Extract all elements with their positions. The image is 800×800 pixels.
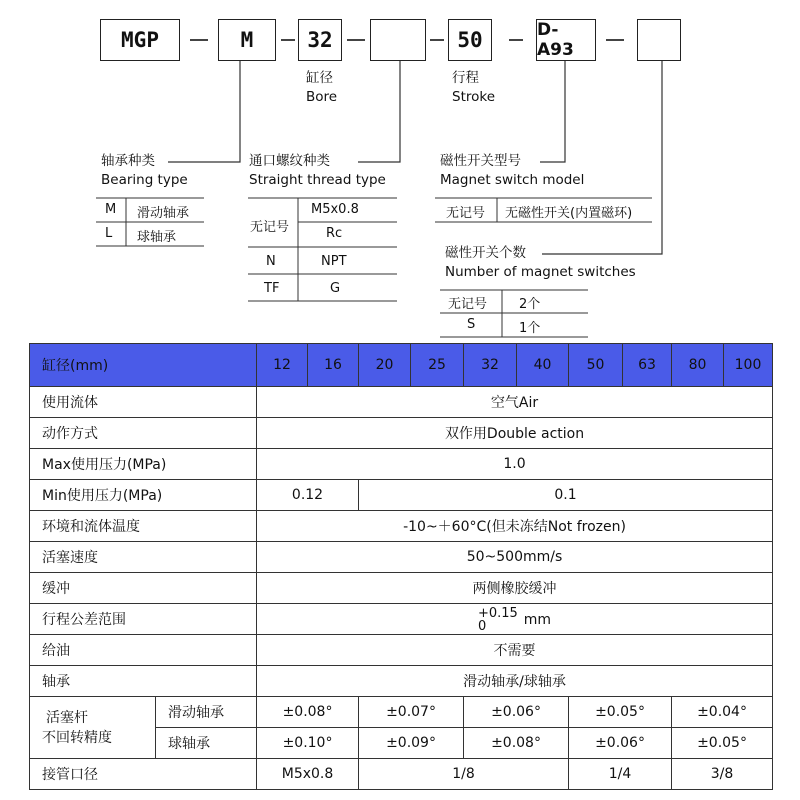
port-value: 1/4	[569, 759, 672, 790]
code-box-bore: 32	[298, 19, 342, 61]
bearing-row-label: 轴承	[30, 666, 257, 697]
bore-header-label: 缸径(mm)	[30, 344, 257, 387]
bore-header-cell: 100	[724, 344, 773, 387]
spec-row-port	[30, 759, 773, 790]
rotation-slide-value: ±0.08°	[257, 697, 359, 728]
switch-model-en: Magnet switch model	[440, 172, 585, 188]
thread-desc-npt: NPT	[321, 254, 347, 269]
fluid-value: 空气Air	[257, 387, 773, 418]
min-pressure-value-large: 0.1	[359, 480, 773, 511]
spec-row-rotation-slide	[30, 697, 773, 728]
port-value: M5x0.8	[257, 759, 359, 790]
rotation-slide-value: ±0.06°	[464, 697, 569, 728]
temperature-value: -10~＋60°C(但未冻结Not frozen)	[257, 511, 773, 542]
max-pressure-label: Max使用压力(MPa)	[30, 449, 257, 480]
min-pressure-value-small: 0.12	[257, 480, 359, 511]
port-label: 接管口径	[30, 759, 257, 790]
switch-model-code: 无记号	[446, 206, 486, 221]
max-pressure-value: 1.0	[257, 449, 773, 480]
tolerance-unit: mm	[523, 612, 552, 628]
rotation-slide-value: ±0.04°	[672, 697, 773, 728]
bearing-desc-slide: 滑动轴承	[137, 206, 190, 221]
bearing-code-l: L	[105, 226, 113, 241]
spec-row-speed	[30, 542, 773, 573]
speed-value: 50~500mm/s	[257, 542, 773, 573]
rotation-ball-label: 球轴承	[156, 728, 257, 759]
cushion-label: 缓冲	[30, 573, 257, 604]
bore-header-cell: 32	[464, 344, 517, 387]
thread-code-n: N	[266, 254, 276, 269]
port-value: 3/8	[672, 759, 773, 790]
switch-count-table-lines	[0, 0, 800, 340]
code-box-stroke: 50	[448, 19, 492, 61]
tolerance-value	[257, 604, 773, 635]
spec-row-min-pressure	[30, 480, 773, 511]
switch-count-code-s: S	[467, 317, 476, 332]
thread-desc-g: G	[330, 281, 341, 296]
code-box-bearing: M	[218, 19, 276, 61]
spec-row-fluid	[30, 387, 773, 418]
bore-label-en: Bore	[306, 89, 338, 105]
spec-table	[29, 343, 773, 790]
spec-row-tolerance	[30, 604, 773, 635]
switch-count-en: Number of magnet switches	[445, 264, 636, 280]
switch-count-desc-2: 2个	[519, 297, 541, 312]
spec-row-action	[30, 418, 773, 449]
bore-header-cell: 40	[517, 344, 569, 387]
action-label: 动作方式	[30, 418, 257, 449]
min-pressure-label: Min使用压力(MPa)	[30, 480, 257, 511]
fluid-label: 使用流体	[30, 387, 257, 418]
bearing-desc-ball: 球轴承	[137, 230, 177, 245]
switch-count-code-none: 无记号	[448, 297, 488, 312]
rotation-label-line1: 活塞杆	[46, 709, 88, 726]
spec-row-cushion	[30, 573, 773, 604]
bore-header-cell: 16	[308, 344, 359, 387]
rotation-slide-value: ±0.07°	[359, 697, 464, 728]
bore-header-cell: 20	[359, 344, 411, 387]
code-box-series: MGP	[100, 19, 180, 61]
cushion-value: 两侧橡胶缓冲	[257, 573, 773, 604]
stroke-label-zh: 行程	[452, 70, 479, 86]
rotation-label	[30, 697, 156, 759]
thread-code-tf: TF	[264, 281, 280, 296]
rotation-ball-value: ±0.09°	[359, 728, 464, 759]
switch-model-desc: 无磁性开关(内置磁环)	[505, 206, 633, 221]
lube-value: 不需要	[257, 635, 773, 666]
spec-header-row	[30, 344, 773, 387]
rotation-ball-value: ±0.05°	[672, 728, 773, 759]
lube-label: 给油	[30, 635, 257, 666]
bearing-row-value: 滑动轴承/球轴承	[257, 666, 773, 697]
temperature-label: 环境和流体温度	[30, 511, 257, 542]
bore-header-cell: 12	[257, 344, 308, 387]
thread-type-zh: 通口螺纹种类	[249, 153, 330, 169]
speed-label: 活塞速度	[30, 542, 257, 573]
tolerance-label: 行程公差范围	[30, 604, 257, 635]
rotation-ball-value: ±0.08°	[464, 728, 569, 759]
rotation-label-line2: 不回转精度	[42, 729, 112, 746]
tolerance-lower: 0	[477, 619, 487, 634]
spec-row-temperature	[30, 511, 773, 542]
rotation-slide-value: ±0.05°	[569, 697, 672, 728]
switch-count-zh: 磁性开关个数	[445, 245, 526, 261]
rotation-ball-value: ±0.10°	[257, 728, 359, 759]
bore-header-cell: 50	[569, 344, 623, 387]
thread-code-none: 无记号	[250, 220, 290, 235]
stroke-label-en: Stroke	[452, 89, 496, 105]
switch-model-zh: 磁性开关型号	[440, 153, 521, 169]
thread-type-en: Straight thread type	[249, 172, 386, 188]
spec-row-bearing	[30, 666, 773, 697]
thread-desc-rc: Rc	[326, 226, 343, 241]
bearing-code-m: M	[105, 202, 117, 217]
rotation-ball-value: ±0.06°	[569, 728, 672, 759]
bore-label-zh: 缸径	[306, 70, 333, 86]
switch-count-desc-1: 1个	[519, 321, 541, 336]
tolerance-upper: +0.15	[477, 606, 518, 621]
bore-header-cell: 25	[411, 344, 464, 387]
spec-row-lube	[30, 635, 773, 666]
spec-row-max-pressure	[30, 449, 773, 480]
thread-desc-m5: M5x0.8	[311, 202, 359, 217]
port-value: 1/8	[359, 759, 569, 790]
code-box-switch: D-A93	[536, 19, 596, 61]
bore-header-cell: 63	[623, 344, 672, 387]
bearing-type-zh: 轴承种类	[101, 153, 155, 169]
action-value: 双作用Double action	[257, 418, 773, 449]
bore-header-cell: 80	[672, 344, 724, 387]
rotation-slide-label: 滑动轴承	[156, 697, 257, 728]
bearing-type-en: Bearing type	[101, 172, 188, 188]
